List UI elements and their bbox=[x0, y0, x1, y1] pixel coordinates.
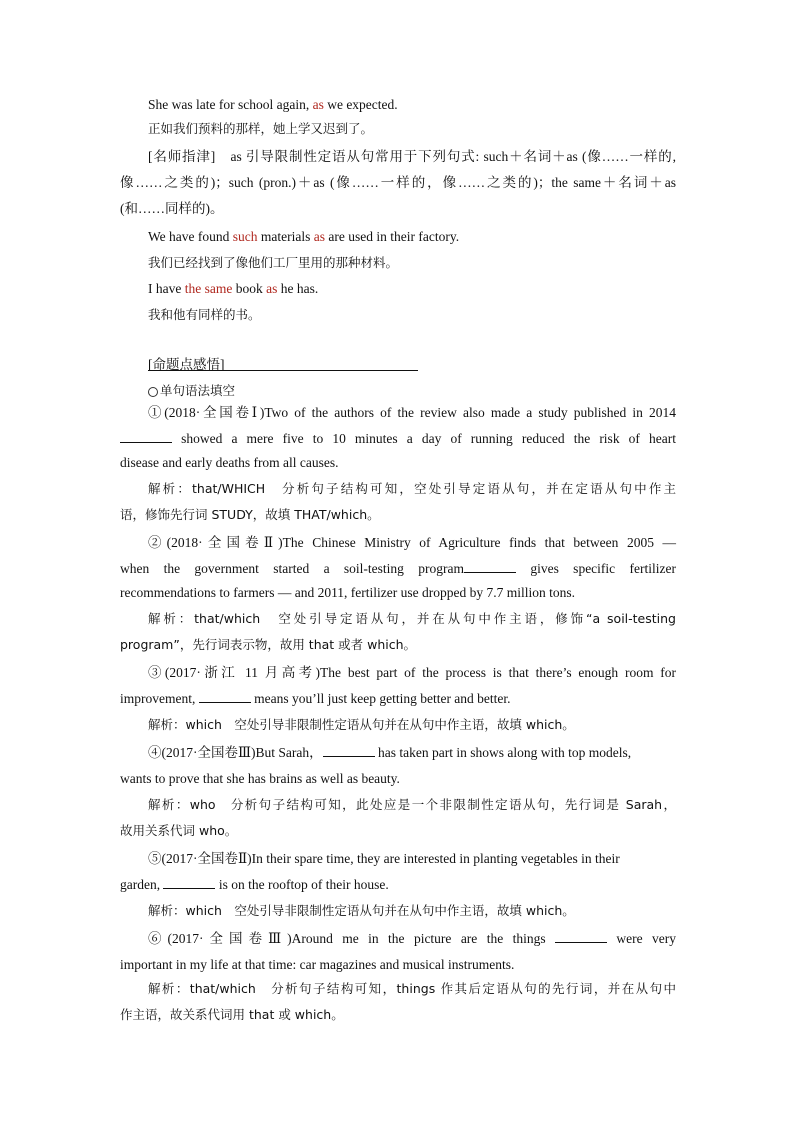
answer-blank[interactable] bbox=[555, 930, 607, 943]
question-line bbox=[120, 876, 676, 894]
answer-explanation: 故用关系代词 who。 bbox=[120, 823, 238, 838]
answer-blank[interactable] bbox=[199, 690, 251, 703]
text: when the government started a soil-testing program bbox=[120, 561, 464, 576]
text: improvement, bbox=[120, 691, 199, 706]
example-translation: 我们已经找到了像他们工厂里用的那种材料。 bbox=[148, 255, 399, 270]
text: ④(2017·全国卷Ⅲ)But Sarah， bbox=[148, 745, 323, 760]
question-line: ③(2017·浙江 11 月高考)The best part of the process is that there’s enough room for bbox=[148, 665, 676, 680]
question-line bbox=[148, 930, 676, 948]
highlight-such: such bbox=[232, 229, 258, 244]
example-sentence bbox=[148, 96, 676, 114]
answer-explanation: 解析：that/which 空处引导定语从句，并在从句中作主语，修饰“a soil-testing bbox=[148, 611, 676, 626]
heading-underline bbox=[148, 370, 418, 371]
example-sentence bbox=[148, 228, 676, 246]
text: has taken part in shows along with top models, bbox=[374, 745, 632, 760]
question-line bbox=[120, 560, 676, 578]
question-line bbox=[120, 430, 676, 448]
highlight-the-same: the same bbox=[184, 281, 233, 296]
subheading bbox=[148, 382, 676, 400]
text: I have bbox=[148, 281, 185, 296]
answer-explanation: 解析：which 空处引导非限制性定语从句并在从句中作主语，故填 which。 bbox=[148, 903, 575, 918]
text: gives specific fertilizer bbox=[516, 561, 676, 576]
text: are used in their factory. bbox=[325, 229, 460, 244]
text: She was late for school again, bbox=[148, 97, 313, 112]
answer-explanation: 作主语，故关系代词用 that 或 which。 bbox=[120, 1007, 344, 1022]
text: garden, bbox=[120, 877, 164, 892]
answer-explanation: program”，先行词表示物，故用 that 或者 which。 bbox=[120, 637, 417, 652]
text: materials bbox=[257, 229, 314, 244]
section-heading: [命题点感悟] bbox=[148, 357, 225, 372]
answer-explanation: 解析：who 分析句子结构可知，此处应是一个非限制性定语从句，先行词是 Sarah， bbox=[148, 797, 676, 812]
example-translation: 我和他有同样的书。 bbox=[148, 307, 261, 322]
answer-blank[interactable] bbox=[163, 876, 215, 889]
text: ⑥(2017·全国卷Ⅲ)Around me in the picture are the things bbox=[148, 931, 546, 946]
question-line: ①(2018·全国卷Ⅰ)Two of the authors of the review also made a study published in 2014 bbox=[148, 405, 676, 420]
teacher-note-line: (和……同样的)。 bbox=[120, 201, 224, 216]
answer-explanation: 解析：that/which 分析句子结构可知，things 作其后定语从句的先行词，并在从句中 bbox=[148, 981, 676, 996]
question-line: disease and early deaths from all causes. bbox=[120, 455, 339, 470]
text: is on the rooftop of their house. bbox=[215, 877, 389, 892]
question-line: ②(2018·全国卷Ⅱ)The Chinese Ministry of Agriculture finds that between 2005 — bbox=[148, 535, 676, 550]
question-line bbox=[148, 744, 676, 762]
teacher-note-line: [名师指津] as 引导限制性定语从句常用于下列句式: such＋名词＋as (像……一样的, bbox=[148, 149, 676, 164]
answer-blank[interactable] bbox=[120, 430, 172, 443]
answer-explanation: 解析：that/WHICH 分析句子结构可知，空处引导定语从句，并在定语从句中作主 bbox=[148, 481, 676, 496]
answer-blank[interactable] bbox=[323, 744, 375, 757]
answer-explanation: 解析：which 空处引导非限制性定语从句并在从句中作主语，故填 which。 bbox=[148, 717, 575, 732]
text: showed a mere five to 10 minutes a day of running reduced the risk of heart bbox=[172, 431, 676, 446]
text: means you’ll just keep getting better and better. bbox=[250, 691, 511, 706]
highlight-as: as bbox=[266, 281, 278, 296]
text: book bbox=[232, 281, 267, 296]
text: he has. bbox=[277, 281, 319, 296]
question-line: wants to prove that she has brains as well as beauty. bbox=[120, 771, 400, 786]
answer-explanation: 语，修饰先行词 STUDY，故填 THAT/which。 bbox=[120, 507, 380, 522]
example-translation: 正如我们预料的那样，她上学又迟到了。 bbox=[148, 121, 374, 136]
highlight-as: as bbox=[312, 97, 324, 112]
text: we expected. bbox=[323, 97, 398, 112]
highlight-as: as bbox=[313, 229, 325, 244]
subheading-text: 单句语法填空 bbox=[160, 383, 236, 398]
teacher-note-line: 像……之类的)；such (pron.)＋as (像……一样的，像……之类的)；the same＋名词＋as bbox=[120, 175, 676, 190]
question-line bbox=[120, 690, 676, 708]
example-sentence bbox=[148, 280, 676, 298]
bullet-icon bbox=[148, 387, 158, 397]
question-line: important in my life at that time: car magazines and musical instruments. bbox=[120, 957, 515, 972]
answer-blank[interactable] bbox=[464, 560, 516, 573]
question-line: recommendations to farmers — and 2011, fertilizer use dropped by 7.7 million tons. bbox=[120, 585, 576, 600]
text: We have found bbox=[148, 229, 233, 244]
question-line: ⑤(2017·全国卷Ⅱ)In their spare time, they are interested in planting vegetables in their bbox=[148, 851, 620, 866]
text: were very bbox=[607, 931, 677, 946]
